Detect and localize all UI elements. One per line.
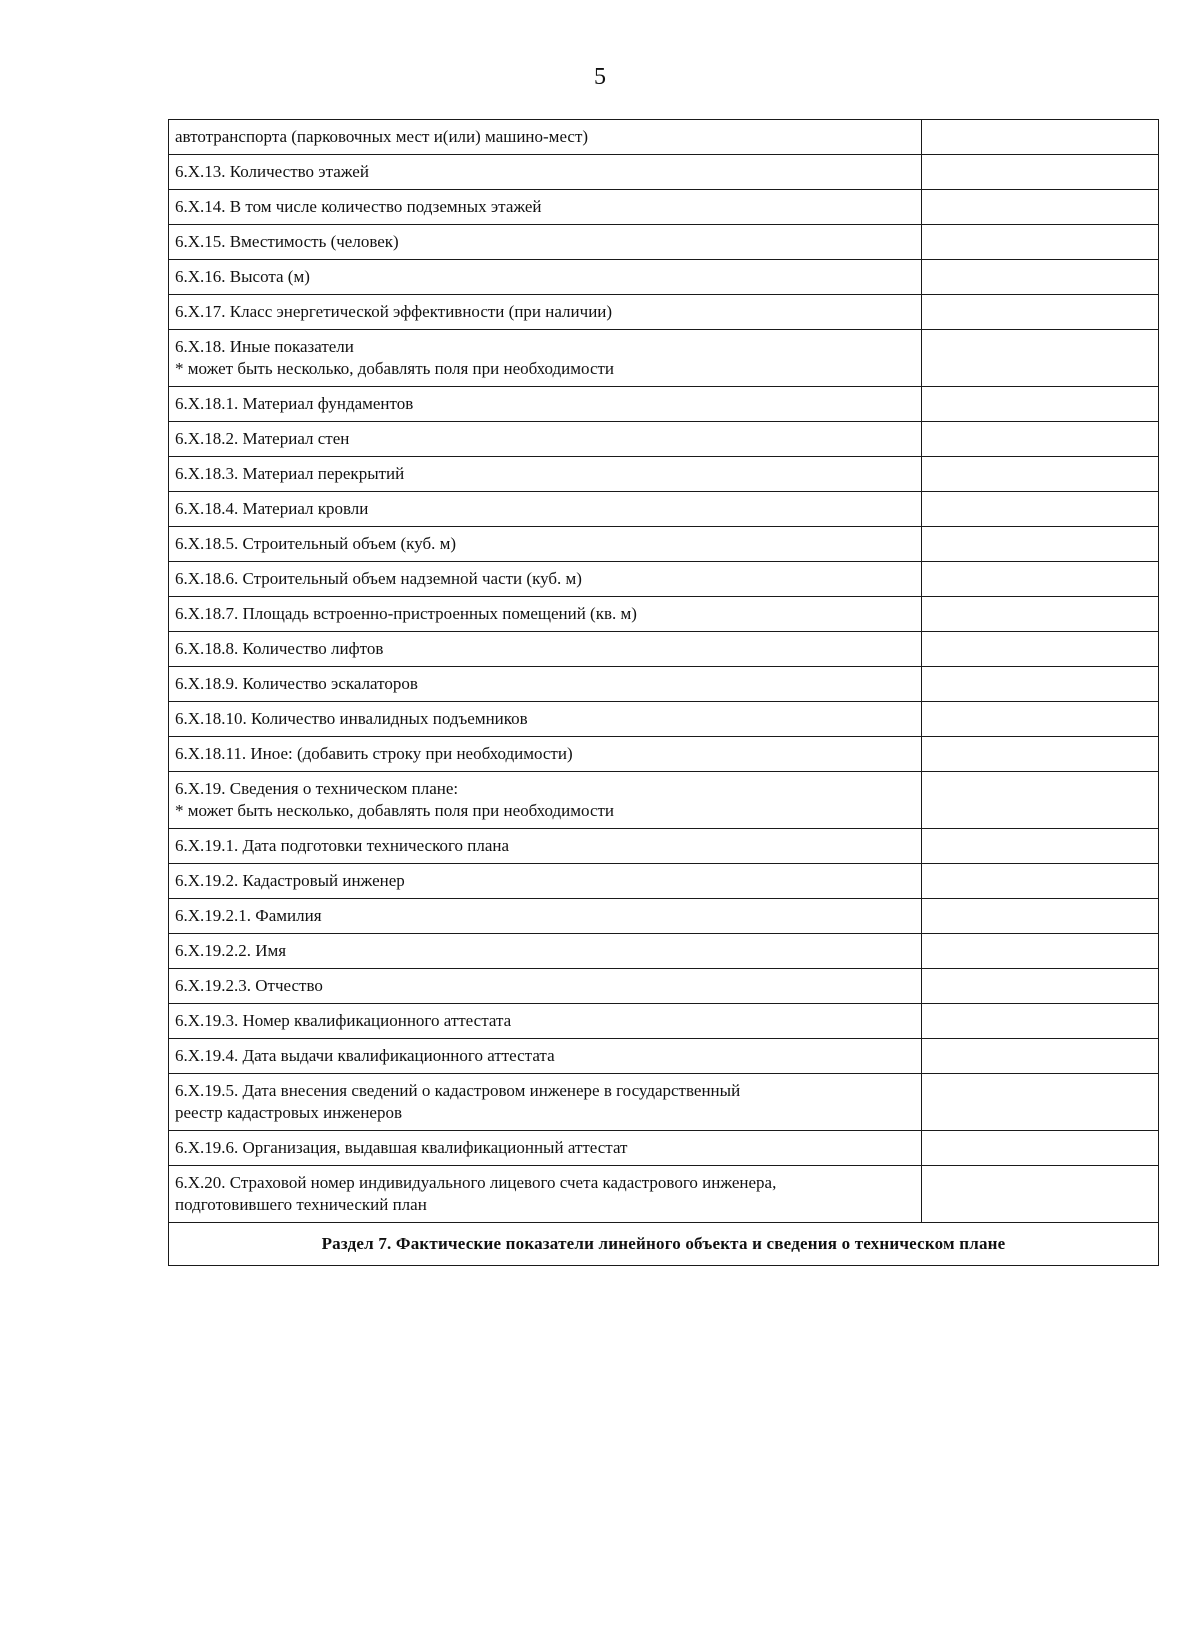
table-row bbox=[169, 1039, 1159, 1074]
field-label: 6.X.19.5. Дата внесения сведений о кадастровом инженере в государственный bbox=[175, 1081, 741, 1100]
field-label-cell bbox=[169, 772, 922, 829]
field-label-cell bbox=[169, 155, 922, 190]
field-note: реестр кадастровых инженеров bbox=[175, 1103, 403, 1122]
table-body bbox=[169, 120, 1159, 1223]
field-label: 6.X.18.11. Иное: (добавить строку при необходимости) bbox=[175, 744, 573, 763]
field-label-cell bbox=[169, 969, 922, 1004]
field-label-cell bbox=[169, 1074, 922, 1131]
field-label-cell bbox=[169, 422, 922, 457]
field-value-cell bbox=[922, 422, 1159, 457]
field-label: 6.X.19.3. Номер квалификационного аттестата bbox=[175, 1011, 512, 1030]
field-label-cell bbox=[169, 829, 922, 864]
field-value-cell bbox=[922, 702, 1159, 737]
table-row bbox=[169, 260, 1159, 295]
field-value-cell bbox=[922, 155, 1159, 190]
field-label-cell bbox=[169, 387, 922, 422]
field-value-cell bbox=[922, 457, 1159, 492]
table-row bbox=[169, 155, 1159, 190]
field-value-cell bbox=[922, 387, 1159, 422]
field-label: 6.X.19.2.3. Отчество bbox=[175, 976, 323, 995]
field-label: 6.X.18.6. Строительный объем надземной части (куб. м) bbox=[175, 569, 582, 588]
field-label: 6.X.18. Иные показатели bbox=[175, 337, 354, 356]
field-label: 6.X.18.10. Количество инвалидных подъемников bbox=[175, 709, 528, 728]
table-row bbox=[169, 190, 1159, 225]
table-row bbox=[169, 702, 1159, 737]
field-value-cell bbox=[922, 899, 1159, 934]
table-row bbox=[169, 772, 1159, 829]
section-heading: Раздел 7. Фактические показатели линейного объекта и сведения о техническом плане bbox=[169, 1223, 1159, 1266]
field-value-cell bbox=[922, 1166, 1159, 1223]
field-value-cell bbox=[922, 632, 1159, 667]
field-label: 6.X.18.3. Материал перекрытий bbox=[175, 464, 405, 483]
field-label-cell bbox=[169, 225, 922, 260]
field-label: 6.X.18.8. Количество лифтов bbox=[175, 639, 384, 658]
field-value-cell bbox=[922, 562, 1159, 597]
field-label-cell bbox=[169, 1004, 922, 1039]
page-number: 5 bbox=[594, 64, 606, 90]
field-label: 6.X.13. Количество этажей bbox=[175, 162, 369, 181]
table-row bbox=[169, 562, 1159, 597]
field-label: 6.X.18.1. Материал фундаментов bbox=[175, 394, 414, 413]
field-value-cell bbox=[922, 120, 1159, 155]
table-row bbox=[169, 829, 1159, 864]
table-row bbox=[169, 1004, 1159, 1039]
field-label: 6.X.19.1. Дата подготовки технического плана bbox=[175, 836, 510, 855]
table-row bbox=[169, 457, 1159, 492]
table-row bbox=[169, 632, 1159, 667]
table-row bbox=[169, 969, 1159, 1004]
field-value-cell bbox=[922, 1004, 1159, 1039]
table-row bbox=[169, 492, 1159, 527]
field-label-cell bbox=[169, 1039, 922, 1074]
section-heading-row bbox=[169, 1223, 1159, 1266]
field-value-cell bbox=[922, 190, 1159, 225]
field-value-cell bbox=[922, 934, 1159, 969]
field-value-cell bbox=[922, 737, 1159, 772]
field-label-cell bbox=[169, 1166, 922, 1223]
field-label: 6.X.18.4. Материал кровли bbox=[175, 499, 369, 518]
field-value-cell bbox=[922, 492, 1159, 527]
field-label-cell bbox=[169, 562, 922, 597]
field-value-cell bbox=[922, 330, 1159, 387]
field-label: 6.X.19.2. Кадастровый инженер bbox=[175, 871, 405, 890]
table-row bbox=[169, 527, 1159, 562]
table-row bbox=[169, 737, 1159, 772]
table-row bbox=[169, 1166, 1159, 1223]
field-label-cell bbox=[169, 667, 922, 702]
field-label: 6.X.18.2. Материал стен bbox=[175, 429, 350, 448]
field-label-cell bbox=[169, 1131, 922, 1166]
field-value-cell bbox=[922, 1074, 1159, 1131]
field-label-cell bbox=[169, 737, 922, 772]
table-row bbox=[169, 899, 1159, 934]
field-label-cell bbox=[169, 457, 922, 492]
field-label: 6.X.19.2.1. Фамилия bbox=[175, 906, 322, 925]
field-value-cell bbox=[922, 527, 1159, 562]
field-label: 6.X.19.2.2. Имя bbox=[175, 941, 287, 960]
table-row bbox=[169, 422, 1159, 457]
table-row bbox=[169, 120, 1159, 155]
field-label-cell bbox=[169, 492, 922, 527]
field-label: 6.X.19. Сведения о техническом плане: bbox=[175, 779, 459, 798]
field-label: 6.X.18.7. Площадь встроенно-пристроенных помещений (кв. м) bbox=[175, 604, 637, 623]
table-row bbox=[169, 225, 1159, 260]
field-value-cell bbox=[922, 225, 1159, 260]
field-label: 6.X.15. Вместимость (человек) bbox=[175, 232, 399, 251]
form-table bbox=[168, 119, 1159, 1266]
table-row bbox=[169, 330, 1159, 387]
field-note: * может быть несколько, добавлять поля при необходимости bbox=[175, 359, 615, 378]
field-label: 6.X.16. Высота (м) bbox=[175, 267, 310, 286]
field-label-cell bbox=[169, 934, 922, 969]
field-label-cell bbox=[169, 527, 922, 562]
table-row bbox=[169, 667, 1159, 702]
field-label: 6.X.19.4. Дата выдачи квалификационного аттестата bbox=[175, 1046, 555, 1065]
field-label-cell bbox=[169, 899, 922, 934]
field-label: 6.X.20. Страховой номер индивидуального лицевого счета кадастрового инженера, bbox=[175, 1173, 777, 1192]
field-label: 6.X.14. В том числе количество подземных этажей bbox=[175, 197, 542, 216]
field-value-cell bbox=[922, 667, 1159, 702]
field-value-cell bbox=[922, 772, 1159, 829]
field-value-cell bbox=[922, 260, 1159, 295]
field-value-cell bbox=[922, 295, 1159, 330]
field-label-cell bbox=[169, 295, 922, 330]
field-label-cell bbox=[169, 330, 922, 387]
table-row bbox=[169, 1131, 1159, 1166]
field-value-cell bbox=[922, 1039, 1159, 1074]
field-label-cell bbox=[169, 632, 922, 667]
field-label-cell bbox=[169, 190, 922, 225]
field-note: подготовившего технический план bbox=[175, 1195, 427, 1214]
field-value-cell bbox=[922, 969, 1159, 1004]
table-row bbox=[169, 597, 1159, 632]
table-row bbox=[169, 864, 1159, 899]
field-value-cell bbox=[922, 1131, 1159, 1166]
field-label: 6.X.18.9. Количество эскалаторов bbox=[175, 674, 418, 693]
field-label: 6.X.17. Класс энергетической эффективности (при наличии) bbox=[175, 302, 613, 321]
field-label-cell bbox=[169, 260, 922, 295]
table-row bbox=[169, 387, 1159, 422]
field-value-cell bbox=[922, 597, 1159, 632]
field-label: 6.X.18.5. Строительный объем (куб. м) bbox=[175, 534, 457, 553]
field-value-cell bbox=[922, 829, 1159, 864]
field-label: автотранспорта (парковочных мест и(или) машино-мест) bbox=[175, 127, 589, 146]
table-row bbox=[169, 1074, 1159, 1131]
field-label: 6.X.19.6. Организация, выдавшая квалификационный аттестат bbox=[175, 1138, 628, 1157]
field-note: * может быть несколько, добавлять поля при необходимости bbox=[175, 801, 615, 820]
field-label-cell bbox=[169, 120, 922, 155]
field-label-cell bbox=[169, 864, 922, 899]
field-label-cell bbox=[169, 597, 922, 632]
table-row bbox=[169, 295, 1159, 330]
table-row bbox=[169, 934, 1159, 969]
field-label-cell bbox=[169, 702, 922, 737]
field-value-cell bbox=[922, 864, 1159, 899]
